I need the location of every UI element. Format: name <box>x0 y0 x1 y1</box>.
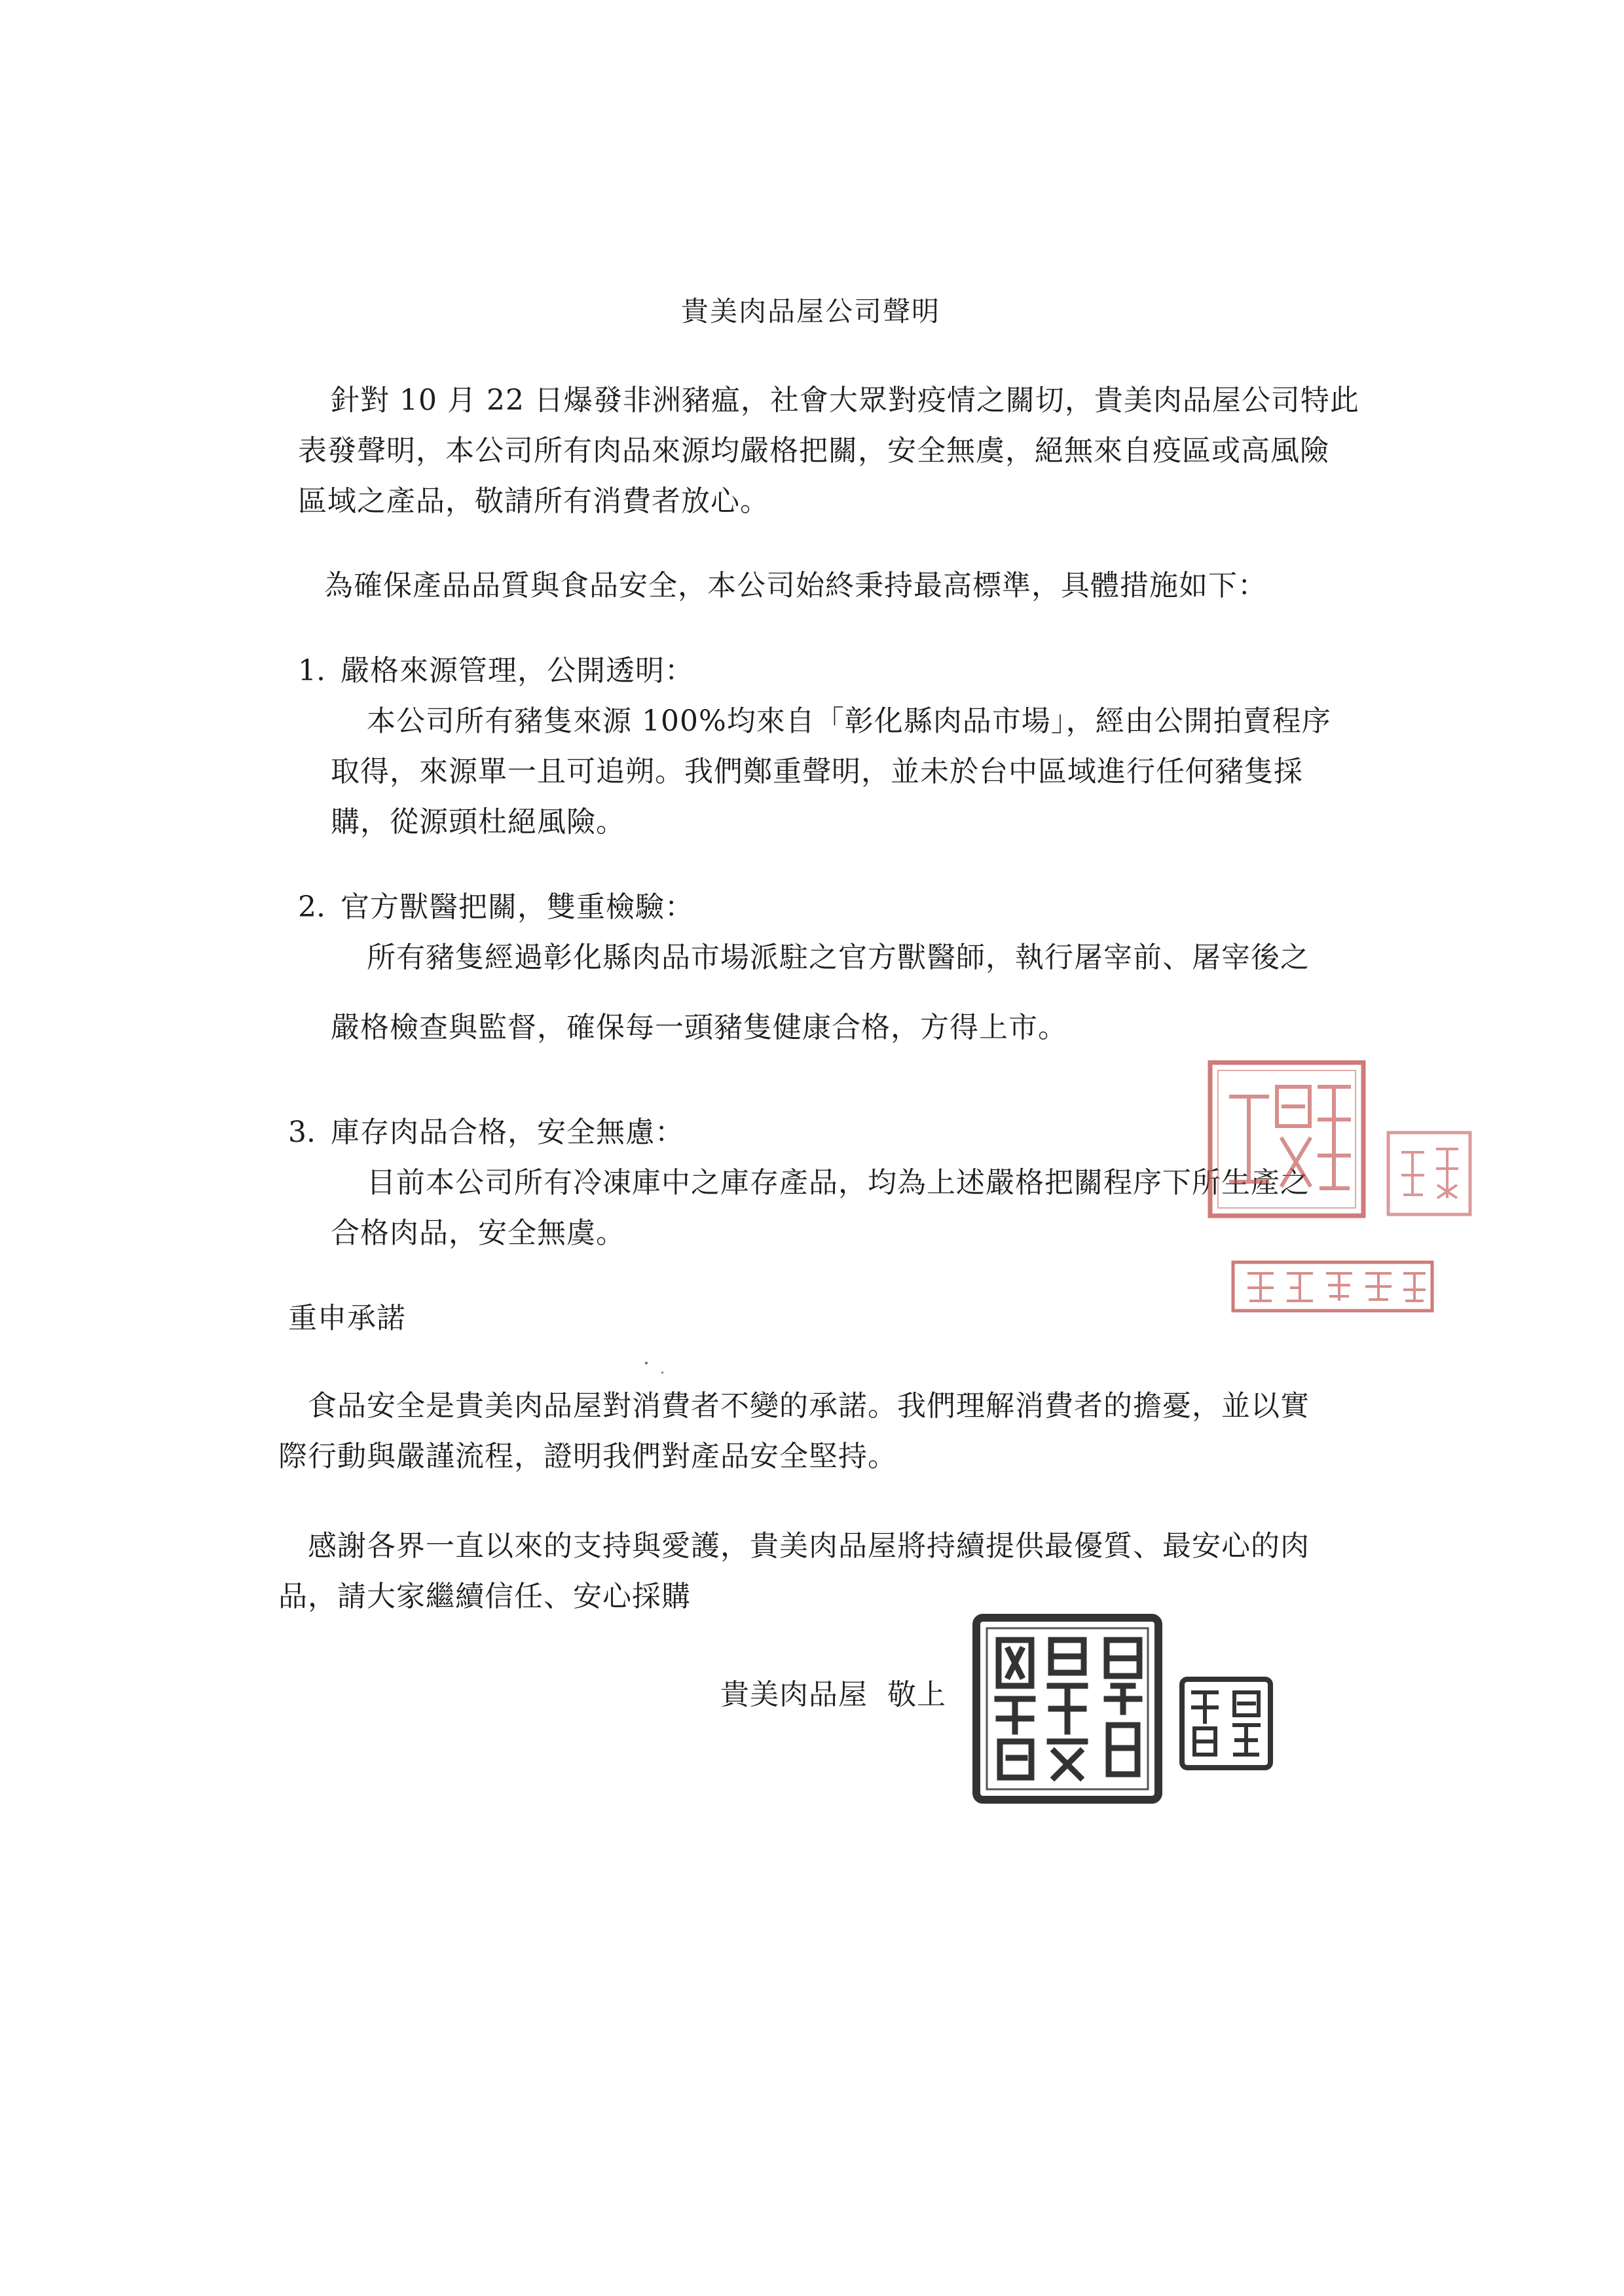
item-1-line-1: 本公司所有豬隻來源 100%均來自「彰化縣肉品市場」，經由公開拍賣程序 <box>367 704 1331 738</box>
item-3-line-1: 目前本公司所有冷凍庫中之庫存產品，均為上述嚴格把關程序下所生產之 <box>367 1166 1310 1199</box>
intro-line-3: 區域之產品，敬請所有消費者放心。 <box>298 484 769 518</box>
scan-speck <box>661 1372 663 1374</box>
item-1-line-3: 購，從源頭杜絕風險。 <box>331 805 625 839</box>
red-square-seal-graphic <box>1205 1057 1369 1221</box>
item-3-line-2: 合格肉品，安全無虞。 <box>331 1216 625 1250</box>
scan-speck <box>645 1362 648 1364</box>
person-seal-graphic <box>1179 1676 1274 1771</box>
measures-intro: 為確保產品品質與食品安全，本公司始終秉持最高標準，具體措施如下： <box>324 569 1267 602</box>
document-title: 貴美肉品屋公司聲明 <box>681 295 941 327</box>
item-3-heading: 庫存肉品合格，安全無慮： <box>331 1116 684 1149</box>
company-seal <box>972 1614 1162 1804</box>
red-small-seal-graphic <box>1385 1129 1473 1218</box>
item-3-number: 3. <box>288 1116 316 1149</box>
person-seal <box>1179 1676 1274 1771</box>
item-2-number: 2. <box>298 890 325 924</box>
item-1-line-2: 取得，來源單一且可追朔。我們鄭重聲明，並未於台中區域進行任何豬隻採 <box>331 755 1303 788</box>
company-seal-graphic <box>972 1614 1162 1804</box>
red-square-seal <box>1205 1057 1369 1221</box>
reaffirm-line-2: 際行動與嚴謹流程，證明我們對產品安全堅持。 <box>278 1440 897 1473</box>
item-2-heading: 官方獸醫把關，雙重檢驗： <box>341 890 694 924</box>
red-rect-stamp <box>1231 1260 1434 1313</box>
item-2-line-1: 所有豬隻經過彰化縣肉品市場派駐之官方獸醫師，執行屠宰前、屠宰後之 <box>367 941 1310 974</box>
reaffirm-line-1: 食品安全是貴美肉品屋對消費者不變的承諾。我們理解消費者的擔憂，並以實 <box>308 1389 1310 1423</box>
intro-line-2: 表發聲明，本公司所有肉品來源均嚴格把關，安全無虞，絕無來自疫區或高風險 <box>298 434 1329 467</box>
red-rect-stamp-graphic <box>1231 1260 1434 1313</box>
reaffirm-heading: 重申承諾 <box>288 1302 406 1335</box>
item-2-line-2: 嚴格檢查與監督，確保每一頭豬隻健康合格，方得上市。 <box>331 1011 1067 1044</box>
thanks-line-1: 感謝各界一直以來的支持與愛護，貴美肉品屋將持續提供最優質、最安心的肉 <box>308 1529 1310 1563</box>
signature: 貴美肉品屋 敬上 <box>720 1678 946 1711</box>
intro-line-1: 針對 10 月 22 日爆發非洲豬瘟，社會大眾對疫情之關切，貴美肉品屋公司特此 <box>331 384 1359 417</box>
item-1-heading: 嚴格來源管理，公開透明： <box>341 654 694 687</box>
red-small-seal <box>1385 1129 1473 1218</box>
thanks-line-2: 品，請大家繼續信任、安心採購 <box>278 1580 691 1613</box>
item-1-number: 1. <box>298 654 325 687</box>
